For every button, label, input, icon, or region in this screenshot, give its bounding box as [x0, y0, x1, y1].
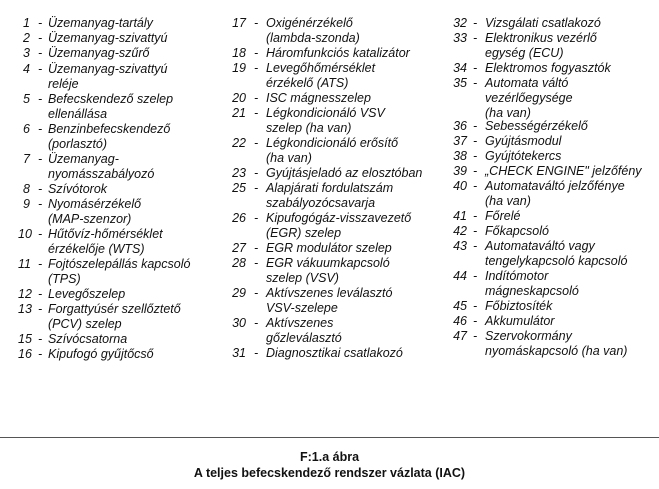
legend-item-text — [266, 256, 390, 286]
legend-item-line: Vizsgálati csatlakozó — [485, 16, 601, 30]
legend-item-number: 26 — [232, 211, 246, 225]
legend-item-text — [485, 179, 625, 209]
legend-item-text — [485, 314, 554, 329]
legend-item-dash: - — [473, 224, 478, 238]
legend-item-dash: - — [38, 227, 43, 241]
legend-item-text — [266, 181, 393, 211]
legend-item-number: 36 — [453, 119, 467, 133]
legend-item-number: 42 — [453, 224, 467, 238]
legend-item-number: 4 — [23, 62, 30, 76]
legend-item-dash: - — [254, 241, 259, 255]
legend-item-text — [266, 346, 403, 361]
legend-item-number: 23 — [232, 166, 246, 180]
legend-item-number: 46 — [453, 314, 467, 328]
legend-item-text — [48, 197, 141, 227]
legend-item-line: Automataváltó jelzőfénye — [485, 179, 625, 193]
legend-item-dash: - — [473, 209, 478, 223]
legend-item-dash: - — [254, 211, 259, 225]
legend-item-text — [266, 136, 398, 166]
legend-item-text — [485, 134, 561, 149]
legend-item-text — [48, 287, 125, 302]
legend-item-line: érzékelő (ATS) — [266, 76, 349, 90]
legend-item-number: 31 — [232, 346, 246, 360]
legend-item-line: (ha van) — [266, 151, 312, 165]
legend-item-number: 17 — [232, 16, 246, 30]
legend-item-number: 19 — [232, 61, 246, 75]
legend-item-text — [485, 209, 520, 224]
legend-item-line: Nyomásérzékelő — [48, 197, 142, 211]
legend-item-line: gőzleválasztó — [266, 331, 342, 345]
legend-item-dash: - — [254, 136, 259, 150]
legend-item-dash: - — [38, 62, 43, 76]
legend-item-number: 41 — [453, 209, 467, 223]
legend-item-number: 1 — [23, 16, 30, 30]
legend-item-line: Gyújtásmodul — [485, 134, 562, 148]
legend-item-line: mágneskapcsoló — [485, 284, 579, 298]
legend-item-number: 18 — [232, 46, 246, 60]
legend-item-dash: - — [254, 91, 259, 105]
legend-item-line: ISC mágnesszelep — [266, 91, 371, 105]
legend-item-line: reléje — [48, 77, 79, 91]
legend-item-dash: - — [38, 152, 43, 166]
legend-item-line: Elektromos fogyasztók — [485, 61, 611, 75]
legend-item-text — [485, 16, 601, 31]
legend-item-number: 28 — [232, 256, 246, 270]
legend-item-text — [266, 286, 392, 316]
legend-item-line: (EGR) szelep — [266, 226, 342, 240]
legend-item-line: Légkondicionáló erősítő — [266, 136, 399, 150]
legend-item-number: 32 — [453, 16, 467, 30]
legend-item-number: 20 — [232, 91, 246, 105]
legend-item-text — [48, 302, 181, 332]
legend-item-line: Aktívszenes — [266, 316, 334, 330]
figure-title: A teljes befecskendező rendszer vázlata (IAC) — [193, 466, 466, 480]
legend-item-line: (ha van) — [485, 194, 531, 208]
legend-item-dash: - — [254, 181, 259, 195]
legend-item-line: (TPS) — [48, 272, 81, 286]
legend-item-line: VSV-szelepe — [266, 301, 338, 315]
legend-item-dash: - — [473, 134, 478, 148]
legend-item-dash: - — [38, 287, 43, 301]
legend-item-line: Indítómotor — [485, 269, 549, 283]
legend-item-line: Hűtővíz-hőmérséklet — [48, 227, 163, 241]
legend-item-text — [266, 46, 410, 61]
legend-item-text — [266, 16, 360, 46]
legend-item-line: Befecskendező szelep — [48, 92, 174, 106]
legend-item-dash: - — [38, 332, 43, 346]
legend-item-line: tengelykapcsoló kapcsoló — [485, 254, 628, 268]
separator-rule — [0, 437, 659, 438]
legend-item-text — [48, 122, 170, 152]
legend-item-text — [485, 31, 597, 61]
legend-item-text — [485, 76, 573, 121]
legend-item-line: Kipufogó gyűjtőcső — [48, 347, 154, 361]
legend-item-number: 12 — [18, 287, 32, 301]
legend-item-number: 3 — [23, 46, 30, 60]
legend-item-dash: - — [38, 122, 43, 136]
legend-item-text — [48, 347, 154, 362]
legend-item-text — [485, 164, 642, 179]
legend-item-number: 39 — [453, 164, 467, 178]
legend-item-line: Alapjárati fordulatszám — [266, 181, 394, 195]
legend-item-dash: - — [473, 299, 478, 313]
legend-item-line: Akkumulátor — [485, 314, 555, 328]
legend-item-dash: - — [38, 92, 43, 106]
legend-item-line: Légkondicionáló VSV — [266, 106, 385, 120]
legend-item-number: 47 — [453, 329, 467, 343]
legend-item-dash: - — [473, 76, 478, 90]
legend-item-line: Benzinbefecskendező — [48, 122, 171, 136]
legend-item-dash: - — [473, 119, 478, 133]
legend-item-line: Üzemanyag-szivattyú — [48, 62, 168, 76]
legend-item-text — [48, 227, 163, 257]
legend-item-dash: - — [473, 31, 478, 45]
legend-item-number: 38 — [453, 149, 467, 163]
legend-item-number: 37 — [453, 134, 467, 148]
legend-item-text — [48, 31, 168, 46]
legend-item-line: Főbiztosíték — [485, 299, 553, 313]
legend-item-line: Szívócsatorna — [48, 332, 128, 346]
legend-item-line: Üzemanyag- — [48, 152, 119, 166]
legend-item-number: 34 — [453, 61, 467, 75]
legend-item-number: 10 — [18, 227, 32, 241]
legend-item-line: (MAP-szenzor) — [48, 212, 132, 226]
legend-item-line: Fojtószelepállás kapcsoló — [48, 257, 191, 271]
legend-item-line: Levegőszelep — [48, 287, 126, 301]
legend-item-dash: - — [254, 316, 259, 330]
legend-item-dash: - — [254, 346, 259, 360]
legend-item-text — [485, 239, 627, 269]
legend-item-line: Üzemanyag-szűrő — [48, 46, 150, 60]
legend-item-line: Sebességérzékelő — [485, 119, 588, 133]
legend-item-number: 13 — [18, 302, 32, 316]
legend-item-number: 27 — [232, 241, 246, 255]
legend-item-line: Főkapcsoló — [485, 224, 549, 238]
legend-item-dash: - — [254, 106, 259, 120]
legend-item-line: Üzemanyag-szivattyú — [48, 31, 168, 45]
legend-item-number: 22 — [232, 136, 246, 150]
legend-item-dash: - — [473, 329, 478, 343]
legend-item-line: (ha van) — [485, 106, 531, 120]
legend-item-dash: - — [254, 46, 259, 60]
legend-item-number: 16 — [18, 347, 32, 361]
figure-number: F:1.a ábra — [299, 450, 360, 464]
legend-item-number: 40 — [453, 179, 467, 193]
legend-item-number: 33 — [453, 31, 467, 45]
legend-item-line: szabályozócsavarja — [266, 196, 376, 210]
legend-item-dash: - — [38, 347, 43, 361]
legend-item-text — [266, 166, 422, 181]
legend-item-line: Forgattyúsér szellőztető — [48, 302, 181, 316]
legend-item-number: 44 — [453, 269, 467, 283]
legend-item-dash: - — [473, 61, 478, 75]
legend-item-number: 21 — [232, 106, 246, 120]
legend-item-text — [485, 119, 588, 134]
legend-item-line: Üzemanyag-tartály — [48, 16, 153, 30]
legend-item-text — [485, 61, 611, 76]
legend-item-dash: - — [38, 302, 43, 316]
legend-item-number: 9 — [23, 197, 30, 211]
legend-item-text — [48, 62, 168, 92]
legend-item-number: 45 — [453, 299, 467, 313]
legend-item-dash: - — [254, 166, 259, 180]
legend-item-line: „CHECK ENGINE" jelzőfény — [485, 164, 642, 178]
legend-item-line: egység (ECU) — [485, 46, 564, 60]
legend-item-line: Főrelé — [485, 209, 521, 223]
legend-item-number: 30 — [232, 316, 246, 330]
legend-item-text — [48, 16, 153, 31]
legend-item-dash: - — [473, 239, 478, 253]
legend-item-line: Automata váltó — [485, 76, 569, 90]
legend-item-text — [266, 91, 371, 106]
legend-item-line: (PCV) szelep — [48, 317, 122, 331]
legend-item-line: Gyújtásjeladó az elosztóban — [266, 166, 423, 180]
legend-item-line: nyomáskapcsoló (ha van) — [485, 344, 628, 358]
legend-item-text — [266, 61, 375, 91]
legend-item-line: érzékelője (WTS) — [48, 242, 145, 256]
legend-item-line: Háromfunkciós katalizátor — [266, 46, 410, 60]
legend-item-line: (lambda-szonda) — [266, 31, 360, 45]
legend-item-number: 8 — [23, 182, 30, 196]
legend-item-text — [48, 182, 107, 197]
legend-item-line: Kipufogógáz-visszavezető — [266, 211, 412, 225]
legend-item-number: 25 — [232, 181, 246, 195]
legend-item-line: Diagnosztikai csatlakozó — [266, 346, 403, 360]
legend-item-dash: - — [254, 16, 259, 30]
legend-item-text — [48, 152, 154, 182]
legend-item-number: 11 — [18, 257, 31, 271]
legend-item-line: Aktívszenes leválasztó — [266, 286, 393, 300]
legend-item-line: szelep (ha van) — [266, 121, 352, 135]
legend-item-line: ellenállása — [48, 107, 108, 121]
legend-item-number: 35 — [453, 76, 467, 90]
legend-item-text — [485, 299, 552, 314]
legend-item-dash: - — [38, 46, 43, 60]
legend-item-dash: - — [473, 149, 478, 163]
legend-item-line: EGR modulátor szelep — [266, 241, 392, 255]
legend-item-text — [48, 332, 127, 347]
legend-item-dash: - — [38, 31, 43, 45]
legend-item-number: 15 — [18, 332, 32, 346]
legend-item-number: 43 — [453, 239, 467, 253]
legend-item-dash: - — [473, 314, 478, 328]
legend-item-text — [48, 257, 190, 287]
legend-item-line: Elektronikus vezérlő — [485, 31, 597, 45]
legend-item-line: Szívótorok — [48, 182, 108, 196]
legend-item-dash: - — [473, 179, 478, 193]
legend-item-text — [266, 211, 411, 241]
legend-item-line: Szervokormány — [485, 329, 572, 343]
legend-item-dash: - — [38, 16, 43, 30]
legend-item-text — [266, 241, 392, 256]
legend-item-number: 29 — [232, 286, 246, 300]
legend-item-text — [485, 224, 549, 239]
legend-item-dash: - — [473, 164, 478, 178]
legend-item-text — [266, 106, 385, 136]
legend-item-line: Gyújtótekercs — [485, 149, 562, 163]
legend-item-line: Levegőhőmérséklet — [266, 61, 376, 75]
legend-item-line: nyomásszabályozó — [48, 167, 155, 181]
legend-item-dash: - — [254, 61, 259, 75]
legend-item-line: (porlasztó) — [48, 137, 108, 151]
legend-item-text — [485, 329, 627, 359]
legend-item-dash: - — [254, 256, 259, 270]
legend-item-line: Oxigénérzékelő — [266, 16, 353, 30]
legend-item-text — [48, 92, 173, 122]
legend-item-line: Automataváltó vagy — [485, 239, 595, 253]
legend-item-number: 7 — [23, 152, 30, 166]
legend-item-text — [485, 269, 579, 299]
legend-item-dash: - — [473, 16, 478, 30]
legend-item-text — [266, 316, 342, 346]
legend-item-number: 6 — [23, 122, 30, 136]
legend-item-line: szelep (VSV) — [266, 271, 339, 285]
legend-item-text — [48, 46, 149, 61]
legend-item-dash: - — [38, 197, 43, 211]
legend-item-dash: - — [38, 257, 43, 271]
legend-item-line: vezérlőegysége — [485, 91, 573, 105]
legend-item-number: 2 — [23, 31, 30, 45]
legend-item-line: EGR vákuumkapcsoló — [266, 256, 390, 270]
legend-item-dash: - — [38, 182, 43, 196]
legend-item-text — [485, 149, 561, 164]
legend-item-dash: - — [473, 269, 478, 283]
legend-item-dash: - — [254, 286, 259, 300]
legend-item-number: 5 — [23, 92, 30, 106]
